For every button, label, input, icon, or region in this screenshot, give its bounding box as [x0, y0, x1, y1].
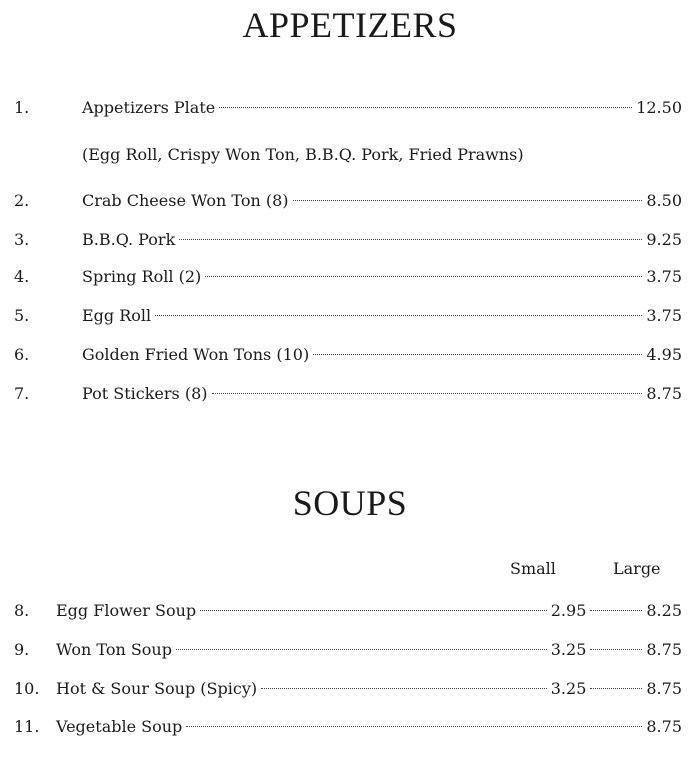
item-note: (Egg Roll, Crispy Won Ton, B.B.Q. Pork, Fried Prawns) — [82, 145, 524, 164]
menu-item-row — [0, 677, 700, 701]
menu-item-row — [0, 599, 700, 623]
dot-leader — [205, 276, 642, 277]
item-number: 3. — [14, 230, 30, 249]
item-price: 3.75 — [646, 306, 682, 325]
menu-item-row — [0, 343, 700, 367]
dot-leader — [219, 107, 632, 108]
item-price-small: 2.95 — [550, 601, 587, 620]
menu-item-row — [0, 228, 700, 252]
column-header-small: Small — [510, 559, 556, 578]
dot-leader — [212, 393, 643, 394]
item-name: Egg Roll — [82, 306, 152, 325]
item-number: 4. — [14, 267, 30, 286]
dot-leader — [179, 239, 642, 240]
menu-item-note-row — [0, 143, 700, 167]
item-price: 9.25 — [646, 230, 682, 249]
item-name: Spring Roll (2) — [82, 267, 202, 286]
item-price-large: 8.25 — [646, 601, 682, 620]
item-price: 8.75 — [646, 384, 682, 403]
dot-leader — [590, 649, 642, 650]
item-number: 11. — [14, 717, 40, 736]
item-number: 5. — [14, 306, 30, 325]
menu-item-row — [0, 715, 700, 739]
item-number: 8. — [14, 601, 30, 620]
item-name: Won Ton Soup — [56, 640, 172, 659]
dot-leader — [186, 726, 642, 727]
dot-leader — [155, 315, 642, 316]
item-number: 2. — [14, 191, 30, 210]
item-number: 7. — [14, 384, 30, 403]
menu-item-row — [0, 96, 700, 120]
soups-heading: SOUPS — [292, 483, 408, 523]
item-number: 6. — [14, 345, 30, 364]
appetizers-heading: APPETIZERS — [242, 5, 458, 45]
item-price: 3.75 — [646, 267, 682, 286]
item-price-small: 3.25 — [550, 640, 587, 659]
column-header-large: Large — [613, 559, 661, 578]
item-price-large: 8.75 — [646, 640, 682, 659]
dot-leader — [293, 200, 643, 201]
item-price: 8.50 — [646, 191, 682, 210]
item-price: 4.95 — [646, 345, 682, 364]
dot-leader — [200, 610, 547, 611]
item-name: Vegetable Soup — [56, 717, 183, 736]
item-price-small: 3.25 — [550, 679, 587, 698]
item-name: B.B.Q. Pork — [82, 230, 176, 249]
item-name: Appetizers Plate — [82, 98, 216, 117]
item-number: 9. — [14, 640, 30, 659]
item-number: 1. — [14, 98, 30, 117]
menu-item-row — [0, 638, 700, 662]
item-name: Pot Stickers (8) — [82, 384, 208, 403]
menu-item-row — [0, 265, 700, 289]
menu-item-row — [0, 189, 700, 213]
dot-leader — [590, 610, 642, 611]
item-name: Hot & Sour Soup (Spicy) — [56, 679, 258, 698]
item-name: Golden Fried Won Tons (10) — [82, 345, 310, 364]
dot-leader — [176, 649, 547, 650]
item-number: 10. — [14, 679, 40, 698]
menu-item-row — [0, 304, 700, 328]
item-name: Crab Cheese Won Ton (8) — [82, 191, 289, 210]
item-name: Egg Flower Soup — [56, 601, 197, 620]
item-price-large: 8.75 — [646, 679, 682, 698]
menu-item-row — [0, 382, 700, 406]
dot-leader — [261, 688, 547, 689]
item-price-large: 8.75 — [646, 717, 682, 736]
dot-leader — [313, 354, 642, 355]
dot-leader — [590, 688, 642, 689]
item-price: 12.50 — [636, 98, 682, 117]
